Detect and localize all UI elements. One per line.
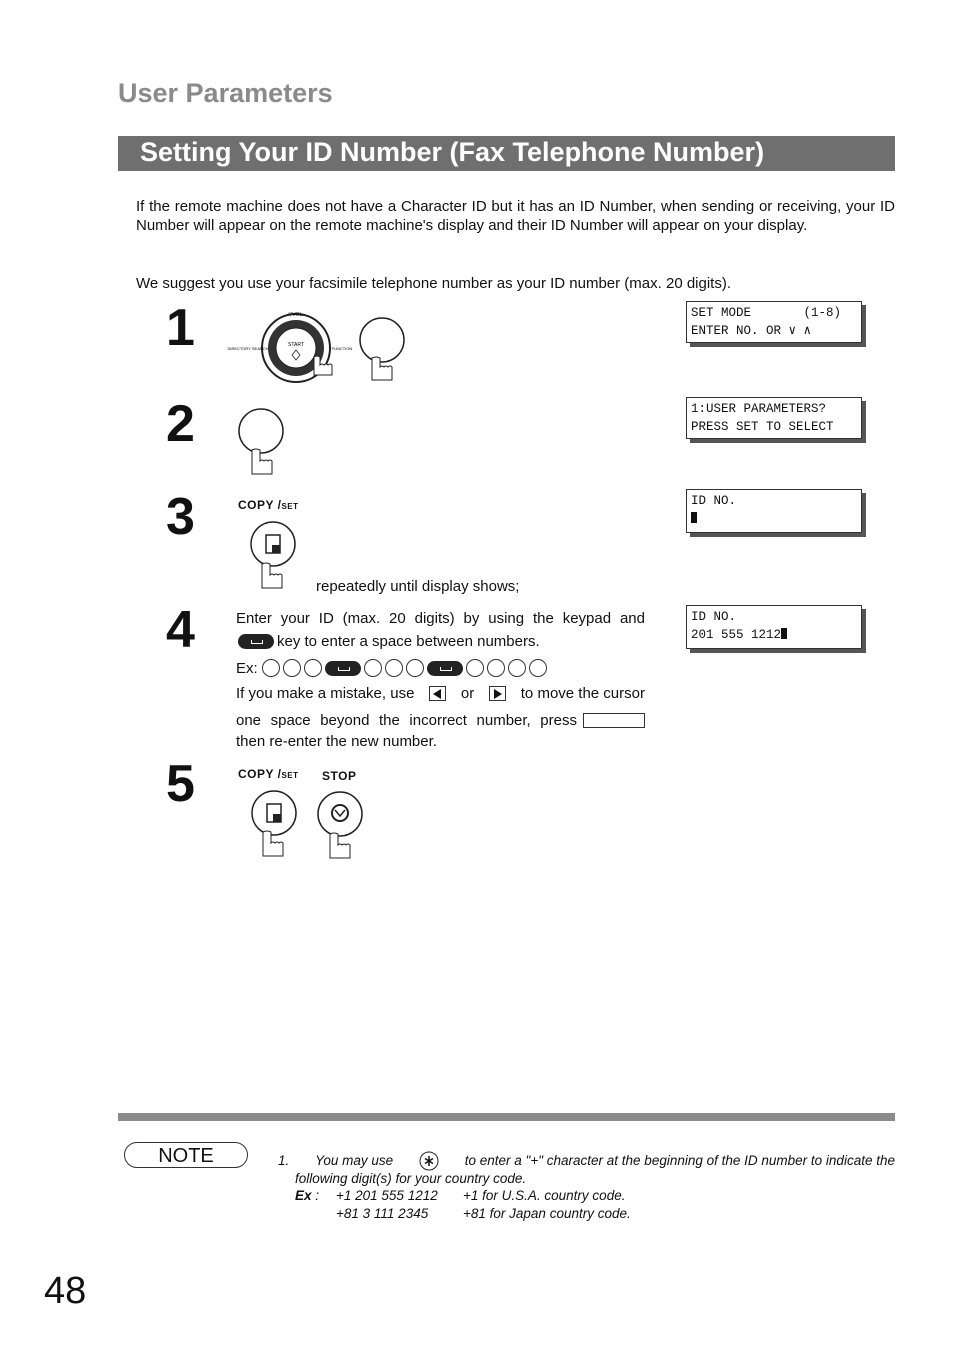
lcd-display-step-3 xyxy=(686,489,862,533)
directory-search-label: DIRECTORY SEARCH xyxy=(227,346,269,351)
set-button-circle[interactable] xyxy=(360,318,404,362)
digit-key-icon xyxy=(283,659,301,677)
step-4-text-3: one space beyond the incorrect number, press xyxy=(236,712,577,729)
step-4-text-2a: If you make a mistake, use xyxy=(236,685,415,702)
note-item-number: 1. xyxy=(278,1153,290,1168)
step-4-text-4: then re-enter the new number. xyxy=(236,733,437,750)
step-number-2: 2 xyxy=(166,395,195,453)
digit-key-icon xyxy=(304,659,322,677)
note-example-number-1: +1 201 555 1212 xyxy=(336,1188,438,1203)
note-text-1b: to enter a "+" character at the beginning of the ID number to indicate the xyxy=(464,1153,895,1168)
step-4-line-4 xyxy=(236,711,645,730)
step-4-example xyxy=(236,659,550,678)
note-line-1 xyxy=(278,1151,895,1171)
set-label: SET xyxy=(281,502,299,511)
digit-key-icon xyxy=(385,659,403,677)
lcd-line-2: ENTER NO. OR ∨ ∧ xyxy=(691,324,812,338)
note-label: NOTE xyxy=(124,1142,248,1168)
note-example-label: Ex : xyxy=(295,1188,320,1203)
lcd-line-1: 1:USER PARAMETERS? xyxy=(691,402,827,416)
intro-paragraph-2: We suggest you use your facsimile telephone number as your ID number (max. 20 digits). xyxy=(136,275,732,292)
lcd-line-1: ID NO. xyxy=(691,610,737,624)
step-4-text-2b: to move the cursor xyxy=(520,685,645,702)
asterisk-key-icon xyxy=(419,1151,439,1171)
section-title: User Parameters xyxy=(118,78,333,108)
set-label: SET xyxy=(281,771,299,780)
lcd-line-1: SET MODE (1-8) xyxy=(691,306,842,320)
stop-button[interactable] xyxy=(316,790,376,862)
lcd-line-2: 201 555 1212 xyxy=(691,628,782,642)
note-text-1a: You may use xyxy=(315,1153,394,1168)
space-key-icon xyxy=(325,661,361,676)
control-dial[interactable] xyxy=(227,306,414,386)
lcd-cursor xyxy=(691,512,697,523)
space-key-icon xyxy=(238,634,274,649)
keypad-1-button[interactable] xyxy=(236,406,296,478)
page-title: Setting Your ID Number (Fax Telephone Number) xyxy=(140,137,765,167)
or-label: or xyxy=(460,685,475,702)
copy-set-label xyxy=(238,498,299,512)
space-key-icon xyxy=(427,661,463,676)
digit-key-icon xyxy=(508,659,526,677)
step-4-text-1a: Enter your ID (max. 20 digits) by using the keypad and xyxy=(236,610,645,627)
digit-key-icon xyxy=(364,659,382,677)
volume-label: ▽VOL. xyxy=(288,312,304,318)
step-4-line-2 xyxy=(238,632,540,651)
digit-key-icon xyxy=(466,659,484,677)
ex-label: Ex xyxy=(295,1188,312,1203)
stop-label: STOP xyxy=(322,769,357,783)
step-3-caption: repeatedly until display shows; xyxy=(316,578,520,595)
copy-label: COPY / xyxy=(238,767,282,781)
lcd-line-2: PRESS SET TO SELECT xyxy=(691,420,834,434)
step-4-text-1b: key to enter a space between numbers. xyxy=(277,633,540,650)
step-number-3: 3 xyxy=(166,488,195,546)
intro-paragraph-1: If the remote machine does not have a Character ID but it has an ID Number, when sending or receiving, your ID Number will appear on the remote machine's display and their ID Number will appear on your display. xyxy=(136,198,895,234)
note-divider xyxy=(118,1113,895,1121)
note-line-2: following digit(s) for your country code. xyxy=(295,1171,527,1186)
digit-key-icon xyxy=(487,659,505,677)
page-number: 48 xyxy=(44,1270,87,1312)
step-4-line-3 xyxy=(236,684,645,703)
note-example-number-2: +81 3 111 2345 xyxy=(336,1206,429,1221)
start-label: START xyxy=(288,342,304,348)
note-example-desc-2: +81 for Japan country code. xyxy=(463,1206,631,1221)
copy-set-button[interactable] xyxy=(248,788,308,860)
left-arrow-key-icon xyxy=(429,686,446,701)
lcd-display-step-4 xyxy=(686,605,862,649)
digit-key-icon xyxy=(406,659,424,677)
press-hand-icon xyxy=(262,563,282,588)
note-example-desc-1: +1 for U.S.A. country code. xyxy=(463,1188,626,1203)
copy-label: COPY / xyxy=(238,498,282,512)
step-number-4: 4 xyxy=(166,601,195,659)
copy-set-label xyxy=(238,767,299,781)
lcd-cursor xyxy=(781,628,787,639)
function-label: FUNCTION xyxy=(331,346,353,351)
step-number-1: 1 xyxy=(166,299,195,357)
step-number-5: 5 xyxy=(166,755,195,813)
right-arrow-key-icon xyxy=(489,686,506,701)
stop-icon xyxy=(332,805,348,821)
lcd-display-step-1 xyxy=(686,301,862,343)
lcd-display-step-2 xyxy=(686,397,862,439)
clear-key-icon xyxy=(583,713,645,728)
digit-key-icon xyxy=(262,659,280,677)
digit-key-icon xyxy=(529,659,547,677)
copy-set-button[interactable] xyxy=(246,518,306,592)
lcd-line-1: ID NO. xyxy=(691,494,737,508)
example-label: Ex: xyxy=(236,660,258,677)
